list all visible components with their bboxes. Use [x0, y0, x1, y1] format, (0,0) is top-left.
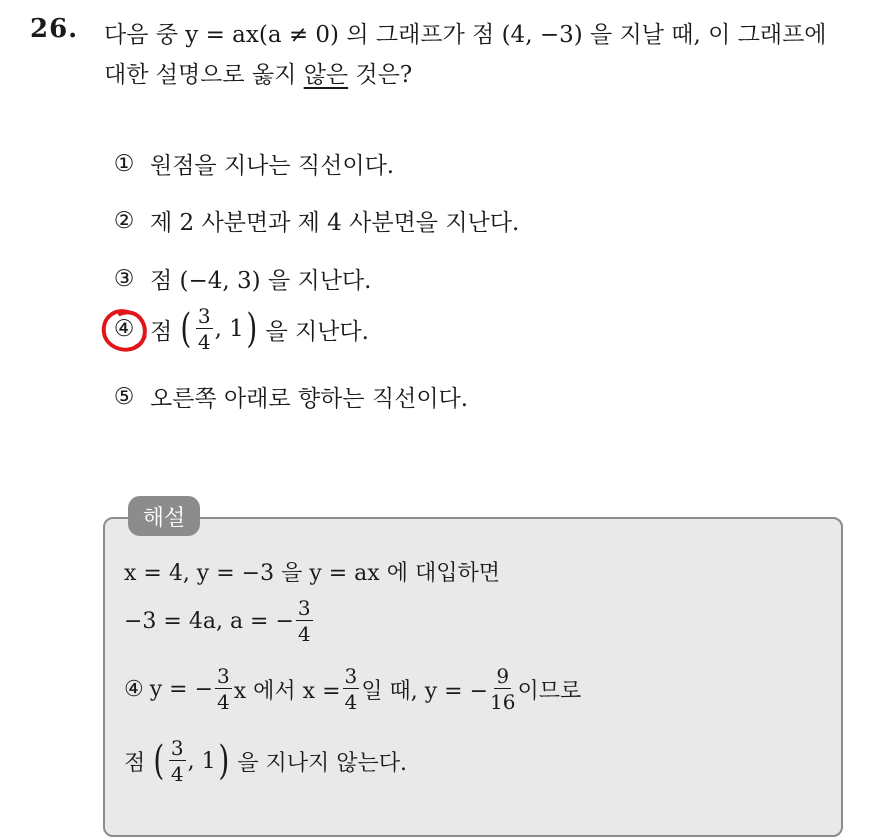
- fraction: $\frac{9}{16}$: [490, 664, 516, 714]
- choice-text: 점 (−4, 3) 을 지난다.: [150, 268, 372, 294]
- question-number: 26.: [30, 14, 79, 44]
- point-coordinate: ( $\frac{3}{4}$ , 1 ): [180, 304, 258, 354]
- choice-mark: ②: [113, 207, 135, 234]
- question-text-prefix: 대한 설명으로 옳지: [104, 62, 304, 88]
- solution-line-2: −3 = 4a, a = − $\frac{3}{4}$: [124, 596, 311, 646]
- solution-tab-label: 해설: [128, 496, 200, 536]
- choice-2[interactable]: [110, 204, 519, 237]
- choice-text: 원점을 지나는 직선이다.: [150, 153, 395, 179]
- choice-4[interactable]: [110, 306, 369, 352]
- fraction: $\frac{3}{4}$: [197, 304, 211, 354]
- solution-line-4: 점 ( $\frac{3}{4}$ , 1 ) 을 지나지 않는다.: [124, 736, 407, 786]
- solution-line-1: x = 4, y = −3 을 y = ax 에 대입하면: [124, 561, 500, 586]
- question-text-line1: 다음 중 y = ax(a ≠ 0) 의 그래프가 점 (4, −3) 을 지날 때, 이 그래프에: [104, 22, 827, 48]
- point-coordinate: ( $\frac{3}{4}$ , 1 ): [153, 736, 229, 786]
- question-text-line2: [104, 56, 412, 89]
- choice-text: 오른쪽 아래로 향하는 직선이다.: [150, 386, 469, 412]
- choice-3[interactable]: [110, 262, 371, 295]
- choice-5[interactable]: [110, 380, 468, 413]
- red-circle-mark-icon: [98, 306, 150, 356]
- question-text-suffix: 것은?: [348, 62, 413, 88]
- choice-mark: ③: [113, 265, 135, 292]
- solution-line-3: ④ y = − $\frac{3}{4}$ x 에서 x = $\frac{3}{4}$ 일 때, y = − $\frac{9}{16}$ 이므로: [124, 664, 582, 714]
- question-emphasis: 않은: [303, 62, 349, 88]
- fraction: $\frac{3}{4}$: [217, 664, 230, 714]
- choice-mark-selected: ④: [110, 316, 138, 342]
- choice-text: 제 2 사분면과 제 4 사분면을 지난다.: [150, 210, 520, 236]
- choice-mark: ⑤: [113, 383, 135, 410]
- choice-mark: ①: [113, 150, 135, 177]
- choice-1[interactable]: [110, 147, 394, 180]
- fraction: $\frac{3}{4}$: [297, 596, 311, 646]
- choice-text-prefix: 점: [150, 318, 173, 345]
- fraction: $\frac{3}{4}$: [170, 736, 184, 786]
- fraction: $\frac{3}{4}$: [344, 664, 358, 714]
- choice-text-suffix: 을 지난다.: [265, 318, 369, 345]
